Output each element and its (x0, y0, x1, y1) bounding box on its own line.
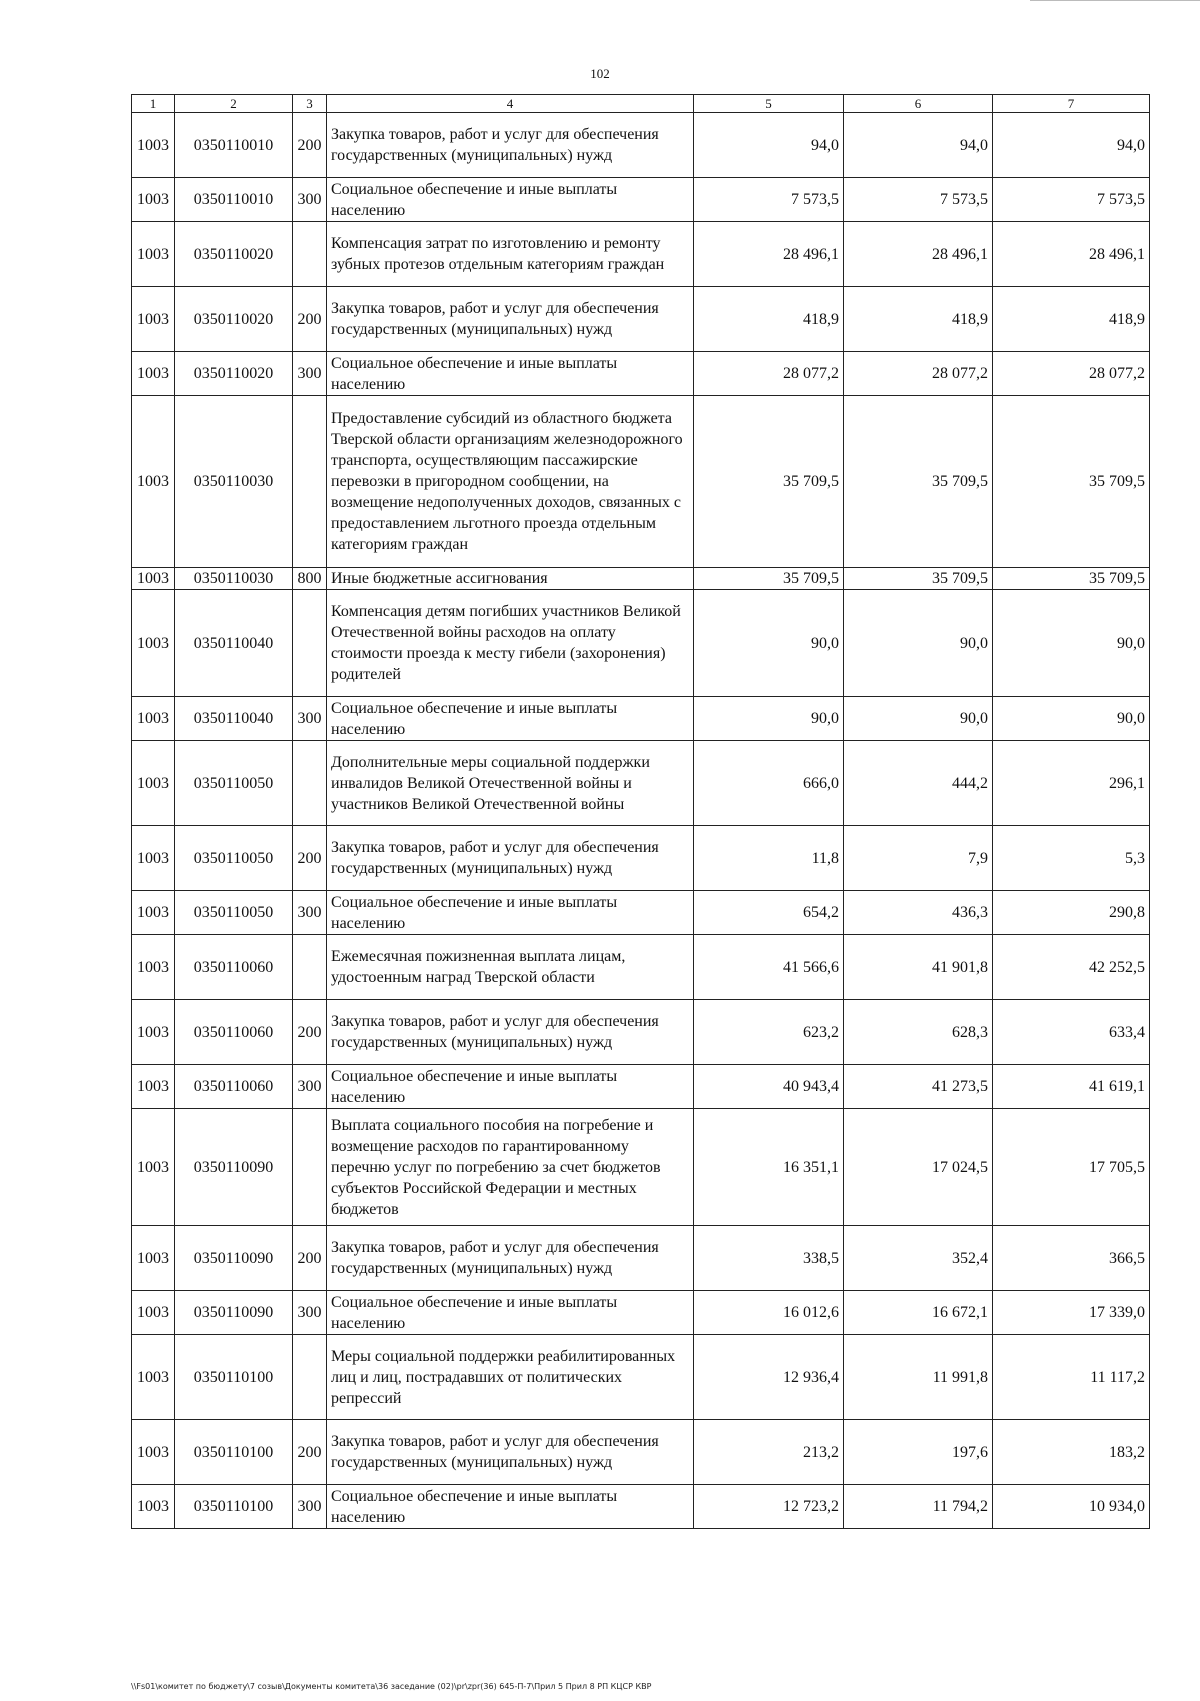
cell-expense-type (293, 1335, 327, 1420)
cell-target-code: 0350110060 (175, 1065, 293, 1109)
cell-value-col-5: 11,8 (694, 826, 844, 891)
cell-value-col-6: 352,4 (844, 1226, 993, 1291)
table-row (132, 396, 1150, 568)
cell-value-col-6: 94,0 (844, 113, 993, 178)
cell-target-code: 0350110090 (175, 1291, 293, 1335)
cell-code-1: 1003 (132, 568, 175, 590)
header-col-1: 1 (132, 95, 175, 113)
cell-code-1: 1003 (132, 1335, 175, 1420)
cell-target-code: 0350110050 (175, 826, 293, 891)
cell-value-col-5: 28 077,2 (694, 352, 844, 396)
cell-expense-type (293, 935, 327, 1000)
cell-expense-type: 300 (293, 1291, 327, 1335)
cell-expense-type: 300 (293, 1485, 327, 1529)
cell-target-code: 0350110030 (175, 396, 293, 568)
cell-description: Социальное обеспечение и иные выплаты населению (327, 352, 694, 396)
cell-value-col-6: 628,3 (844, 1000, 993, 1065)
cell-expense-type: 200 (293, 1226, 327, 1291)
cell-value-col-6: 35 709,5 (844, 568, 993, 590)
cell-expense-type: 300 (293, 891, 327, 935)
cell-value-col-5: 338,5 (694, 1226, 844, 1291)
cell-description: Социальное обеспечение и иные выплаты населению (327, 178, 694, 222)
cell-description: Закупка товаров, работ и услуг для обеспечения государственных (муниципальных) нужд (327, 826, 694, 891)
cell-expense-type: 200 (293, 1420, 327, 1485)
header-col-4: 4 (327, 95, 694, 113)
table-row (132, 287, 1150, 352)
cell-code-1: 1003 (132, 697, 175, 741)
header-col-6: 6 (844, 95, 993, 113)
cell-value-col-5: 213,2 (694, 1420, 844, 1485)
cell-code-1: 1003 (132, 1065, 175, 1109)
cell-value-col-6: 11 794,2 (844, 1485, 993, 1529)
cell-value-col-7: 28 077,2 (993, 352, 1150, 396)
cell-value-col-5: 16 012,6 (694, 1291, 844, 1335)
table-body (132, 113, 1150, 1529)
cell-target-code: 0350110100 (175, 1335, 293, 1420)
cell-description: Закупка товаров, работ и услуг для обеспечения государственных (муниципальных) нужд (327, 1420, 694, 1485)
cell-value-col-6: 418,9 (844, 287, 993, 352)
cell-description: Социальное обеспечение и иные выплаты населению (327, 1485, 694, 1529)
header-row (132, 95, 1150, 113)
cell-value-col-7: 42 252,5 (993, 935, 1150, 1000)
cell-target-code: 0350110100 (175, 1485, 293, 1529)
cell-value-col-5: 16 351,1 (694, 1109, 844, 1226)
cell-value-col-6: 11 991,8 (844, 1335, 993, 1420)
cell-description: Социальное обеспечение и иные выплаты населению (327, 891, 694, 935)
cell-value-col-7: 90,0 (993, 590, 1150, 697)
cell-expense-type: 200 (293, 287, 327, 352)
cell-code-1: 1003 (132, 113, 175, 178)
cell-target-code: 0350110060 (175, 1000, 293, 1065)
cell-value-col-7: 35 709,5 (993, 568, 1150, 590)
cell-description: Закупка товаров, работ и услуг для обеспечения государственных (муниципальных) нужд (327, 287, 694, 352)
cell-expense-type (293, 741, 327, 826)
cell-value-col-6: 41 273,5 (844, 1065, 993, 1109)
budget-table (131, 94, 1150, 1529)
table-row (132, 1485, 1150, 1529)
header-col-7: 7 (993, 95, 1150, 113)
cell-value-col-6: 444,2 (844, 741, 993, 826)
cell-target-code: 0350110050 (175, 891, 293, 935)
table-row (132, 1000, 1150, 1065)
cell-value-col-7: 94,0 (993, 113, 1150, 178)
cell-description: Дополнительные меры социальной поддержки инвалидов Великой Отечественной войны и участников Великой Отечественной войны (327, 741, 694, 826)
cell-expense-type: 300 (293, 1065, 327, 1109)
cell-value-col-5: 28 496,1 (694, 222, 844, 287)
cell-value-col-7: 183,2 (993, 1420, 1150, 1485)
cell-expense-type (293, 590, 327, 697)
cell-value-col-5: 90,0 (694, 590, 844, 697)
cell-code-1: 1003 (132, 178, 175, 222)
cell-value-col-7: 35 709,5 (993, 396, 1150, 568)
cell-code-1: 1003 (132, 1226, 175, 1291)
cell-code-1: 1003 (132, 1000, 175, 1065)
cell-target-code: 0350110020 (175, 352, 293, 396)
cell-value-col-6: 28 077,2 (844, 352, 993, 396)
cell-code-1: 1003 (132, 222, 175, 287)
cell-value-col-7: 418,9 (993, 287, 1150, 352)
table-row (132, 222, 1150, 287)
cell-value-col-5: 623,2 (694, 1000, 844, 1065)
table-row (132, 1335, 1150, 1420)
table-row (132, 1065, 1150, 1109)
cell-expense-type: 200 (293, 113, 327, 178)
table-row (132, 826, 1150, 891)
cell-description: Социальное обеспечение и иные выплаты населению (327, 1291, 694, 1335)
table-row (132, 178, 1150, 222)
table-row (132, 113, 1150, 178)
cell-value-col-7: 28 496,1 (993, 222, 1150, 287)
cell-expense-type: 800 (293, 568, 327, 590)
cell-expense-type: 200 (293, 826, 327, 891)
cell-code-1: 1003 (132, 287, 175, 352)
cell-target-code: 0350110100 (175, 1420, 293, 1485)
cell-target-code: 0350110030 (175, 568, 293, 590)
table-row (132, 352, 1150, 396)
cell-value-col-7: 290,8 (993, 891, 1150, 935)
cell-description: Социальное обеспечение и иные выплаты населению (327, 697, 694, 741)
cell-expense-type (293, 396, 327, 568)
cell-code-1: 1003 (132, 352, 175, 396)
cell-target-code: 0350110010 (175, 113, 293, 178)
cell-target-code: 0350110010 (175, 178, 293, 222)
cell-code-1: 1003 (132, 826, 175, 891)
table-row (132, 697, 1150, 741)
cell-value-col-6: 35 709,5 (844, 396, 993, 568)
cell-target-code: 0350110040 (175, 697, 293, 741)
cell-value-col-7: 366,5 (993, 1226, 1150, 1291)
cell-expense-type (293, 222, 327, 287)
table-row (132, 935, 1150, 1000)
cell-description: Предоставление субсидий из областного бюджета Тверской области организациям железнодорожного транспорта, осуществляющим пассажирские перевозки в пригородном сообщении, на возмещение недополученных доходов, связанных с предоставлением льготного проезда отдельным категориям граждан (327, 396, 694, 568)
cell-value-col-5: 40 943,4 (694, 1065, 844, 1109)
cell-value-col-6: 16 672,1 (844, 1291, 993, 1335)
cell-value-col-5: 654,2 (694, 891, 844, 935)
cell-target-code: 0350110060 (175, 935, 293, 1000)
cell-description: Социальное обеспечение и иные выплаты населению (327, 1065, 694, 1109)
cell-description: Иные бюджетные ассигнования (327, 568, 694, 590)
cell-value-col-7: 5,3 (993, 826, 1150, 891)
table-row (132, 1420, 1150, 1485)
cell-target-code: 0350110020 (175, 287, 293, 352)
cell-value-col-6: 28 496,1 (844, 222, 993, 287)
cell-value-col-5: 94,0 (694, 113, 844, 178)
cell-code-1: 1003 (132, 935, 175, 1000)
cell-target-code: 0350110090 (175, 1109, 293, 1226)
cell-value-col-5: 418,9 (694, 287, 844, 352)
cell-value-col-7: 10 934,0 (993, 1485, 1150, 1529)
table-row (132, 1291, 1150, 1335)
cell-value-col-7: 296,1 (993, 741, 1150, 826)
cell-value-col-6: 90,0 (844, 697, 993, 741)
cell-code-1: 1003 (132, 1485, 175, 1529)
cell-description: Закупка товаров, работ и услуг для обеспечения государственных (муниципальных) нужд (327, 1000, 694, 1065)
cell-value-col-6: 7,9 (844, 826, 993, 891)
table-row (132, 568, 1150, 590)
table-row (132, 741, 1150, 826)
cell-description: Выплата социального пособия на погребение и возмещение расходов по гарантированному перечню услуг по погребению за счет бюджетов субъектов Российской Федерации и местных бюджетов (327, 1109, 694, 1226)
scan-edge-line (1030, 0, 1200, 1)
cell-value-col-5: 7 573,5 (694, 178, 844, 222)
table-row (132, 590, 1150, 697)
cell-value-col-7: 17 339,0 (993, 1291, 1150, 1335)
cell-expense-type: 300 (293, 178, 327, 222)
cell-code-1: 1003 (132, 741, 175, 826)
cell-description: Компенсация детям погибших участников Великой Отечественной войны расходов на оплату стоимости проезда к месту гибели (захоронения) родителей (327, 590, 694, 697)
cell-value-col-6: 436,3 (844, 891, 993, 935)
cell-value-col-6: 17 024,5 (844, 1109, 993, 1226)
table-row (132, 1109, 1150, 1226)
cell-code-1: 1003 (132, 891, 175, 935)
table-row (132, 1226, 1150, 1291)
cell-value-col-6: 7 573,5 (844, 178, 993, 222)
page-number: 102 (590, 66, 610, 81)
cell-expense-type: 200 (293, 1000, 327, 1065)
table-header (132, 95, 1150, 113)
cell-target-code: 0350110090 (175, 1226, 293, 1291)
cell-expense-type: 300 (293, 352, 327, 396)
cell-code-1: 1003 (132, 1109, 175, 1226)
cell-description: Закупка товаров, работ и услуг для обеспечения государственных (муниципальных) нужд (327, 113, 694, 178)
header-col-2: 2 (175, 95, 293, 113)
table-row (132, 891, 1150, 935)
cell-code-1: 1003 (132, 1291, 175, 1335)
header-col-3: 3 (293, 95, 327, 113)
cell-expense-type (293, 1109, 327, 1226)
cell-value-col-7: 633,4 (993, 1000, 1150, 1065)
cell-value-col-7: 11 117,2 (993, 1335, 1150, 1420)
cell-value-col-5: 12 723,2 (694, 1485, 844, 1529)
cell-expense-type: 300 (293, 697, 327, 741)
cell-code-1: 1003 (132, 590, 175, 697)
cell-target-code: 0350110050 (175, 741, 293, 826)
cell-description: Меры социальной поддержки реабилитированных лиц и лиц, пострадавших от политических репрессий (327, 1335, 694, 1420)
cell-value-col-5: 35 709,5 (694, 396, 844, 568)
cell-value-col-7: 41 619,1 (993, 1065, 1150, 1109)
cell-target-code: 0350110040 (175, 590, 293, 697)
cell-value-col-7: 90,0 (993, 697, 1150, 741)
cell-target-code: 0350110020 (175, 222, 293, 287)
cell-description: Закупка товаров, работ и услуг для обеспечения государственных (муниципальных) нужд (327, 1226, 694, 1291)
cell-value-col-5: 41 566,6 (694, 935, 844, 1000)
file-path-footer: \\Fs01\комитет по бюджету\7 созыв\Документы комитета\36 заседание (02)\pr\zpr(36) 645-П-7\Прил 5 Прил 8 РП КЦСР КВР (131, 1682, 652, 1691)
cell-code-1: 1003 (132, 1420, 175, 1485)
cell-value-col-7: 7 573,5 (993, 178, 1150, 222)
cell-value-col-5: 12 936,4 (694, 1335, 844, 1420)
cell-value-col-6: 197,6 (844, 1420, 993, 1485)
cell-value-col-5: 35 709,5 (694, 568, 844, 590)
cell-value-col-6: 90,0 (844, 590, 993, 697)
cell-value-col-7: 17 705,5 (993, 1109, 1150, 1226)
cell-description: Компенсация затрат по изготовлению и ремонту зубных протезов отдельным категориям граждан (327, 222, 694, 287)
cell-value-col-6: 41 901,8 (844, 935, 993, 1000)
cell-value-col-5: 666,0 (694, 741, 844, 826)
cell-description: Ежемесячная пожизненная выплата лицам, удостоенным наград Тверской области (327, 935, 694, 1000)
cell-value-col-5: 90,0 (694, 697, 844, 741)
header-col-5: 5 (694, 95, 844, 113)
cell-code-1: 1003 (132, 396, 175, 568)
